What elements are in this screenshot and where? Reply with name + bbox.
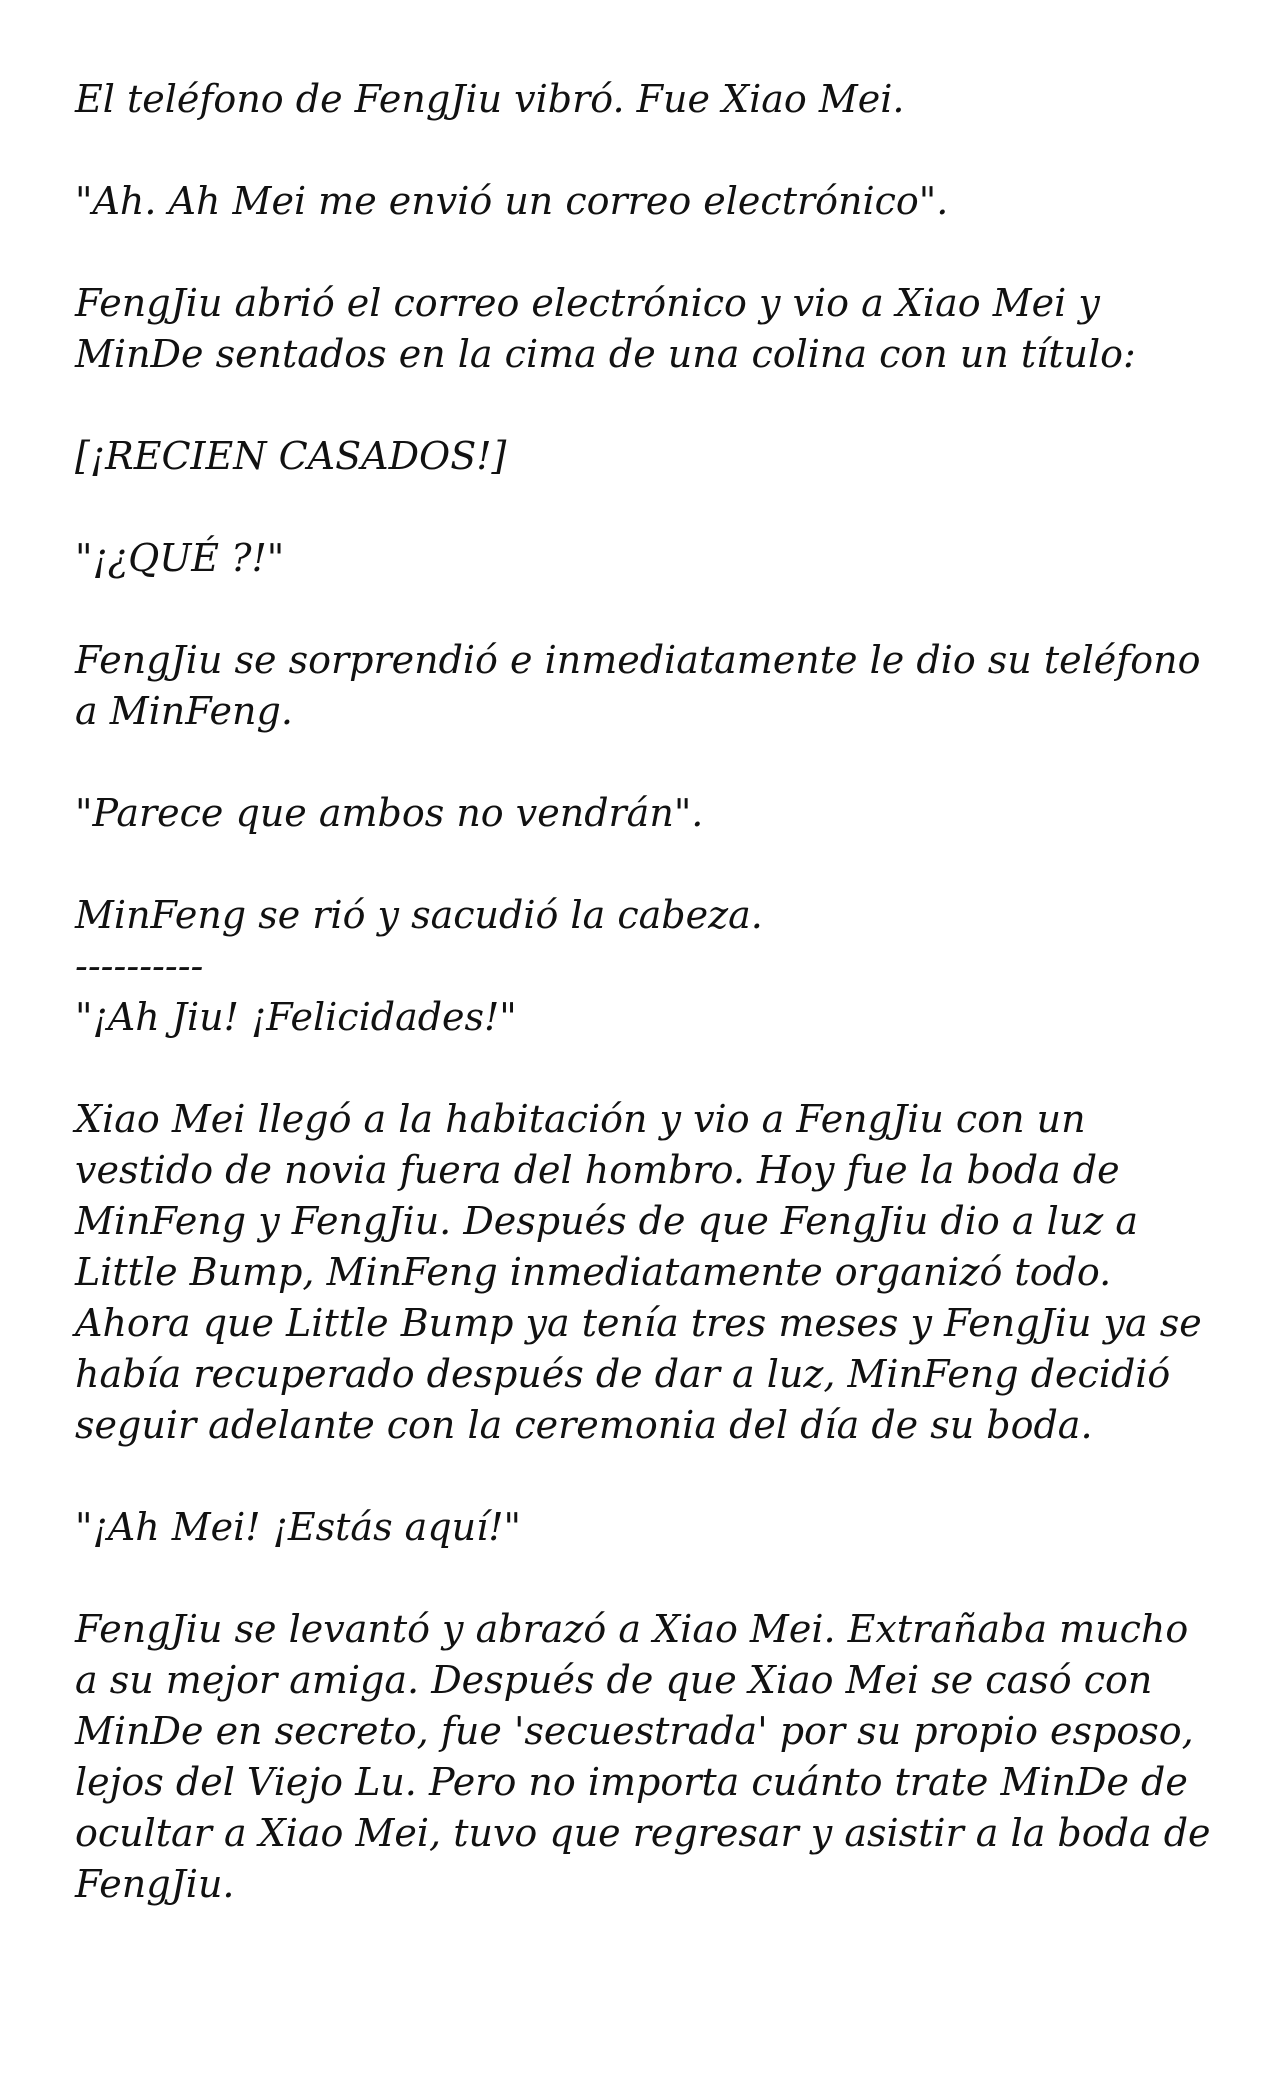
scene-break-divider: ----------	[75, 944, 204, 988]
paragraph-wedding-day: Xiao Mei llegó a la habitación y vio a FengJiu con un vestido de novia fuera del hombro. Hoy fue la boda de MinFeng y FengJiu. Después de que FengJiu dio a luz a Little Bump, MinFeng inmediatamente organizó todo. Ahora que Little Bump ya tenía tres meses y FengJiu ya se había recuperado después de dar a luz, MinFeng decidió seguir adelante con la ceremonia del día de su boda.	[75, 1097, 1202, 1447]
paragraph-email-opened: FengJiu abrió el correo electrónico y vio a Xiao Mei y MinDe sentados en la cima de una colina con un título:	[75, 281, 1136, 376]
paragraph-gap	[75, 125, 1215, 176]
paragraph-gap	[75, 584, 1215, 635]
paragraph-newlyweds-caption: [¡RECIEN CASADOS!]	[75, 434, 507, 478]
paragraph-congratulations: "¡Ah Jiu! ¡Felicidades!"	[75, 995, 517, 1039]
paragraph-exclamation: "¡¿QUÉ ?!"	[75, 536, 285, 580]
story-text	[75, 74, 1215, 1910]
paragraph-gap	[75, 380, 1215, 431]
paragraph-gap	[75, 737, 1215, 788]
paragraph-gap	[75, 1043, 1215, 1094]
paragraph-gap	[75, 227, 1215, 278]
paragraph-phone-vibrated: El teléfono de FengJiu vibró. Fue Xiao Mei.	[75, 77, 905, 121]
paragraph-hug-best-friend: FengJiu se levantó y abrazó a Xiao Mei. Extrañaba mucho a su mejor amiga. Después de que Xiao Mei se casó con MinDe en secreto, fue 'secuestrada' por su propio esposo, lejos del Viejo Lu. Pero no importa cuánto trate MinDe de ocultar a Xiao Mei, tuvo que regresar y asistir a la boda de FengJiu.	[75, 1607, 1211, 1906]
paragraph-gap	[75, 482, 1215, 533]
paragraph-surprised: FengJiu se sorprendió e inmediatamente le dio su teléfono a MinFeng.	[75, 638, 1201, 733]
paragraph-minfeng-laughed: MinFeng se rió y sacudió la cabeza.	[75, 893, 763, 937]
paragraph-you-are-here: "¡Ah Mei! ¡Estás aquí!"	[75, 1505, 522, 1549]
paragraph-gap	[75, 839, 1215, 890]
paragraph-email-received: "Ah. Ah Mei me envió un correo electrónico".	[75, 179, 949, 223]
paragraph-gap	[75, 1553, 1215, 1604]
paragraph-gap	[75, 1451, 1215, 1502]
paragraph-not-coming: "Parece que ambos no vendrán".	[75, 791, 704, 835]
